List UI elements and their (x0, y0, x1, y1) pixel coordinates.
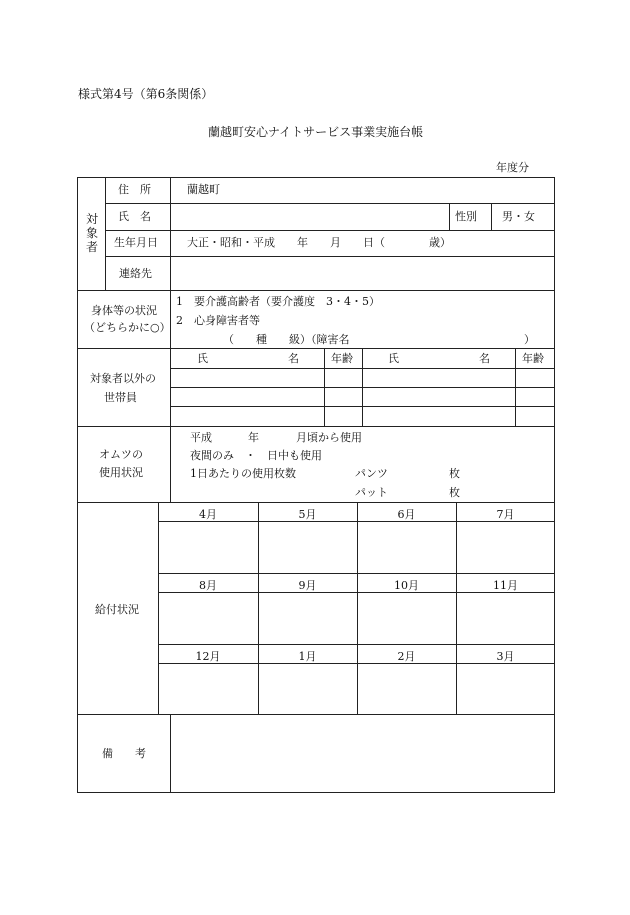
page-title: 蘭越町安心ナイトサービス事業実施台帳 (208, 125, 424, 139)
physical-option2-detail: （ 種 級）（障害名 (223, 333, 350, 346)
diaper-label-line1: オムツの (99, 448, 143, 461)
month-header: 11月 (493, 579, 518, 592)
household-col-age-2: 年齢 (522, 352, 544, 365)
household-label-line2: 世帯員 (104, 391, 137, 404)
month-header: 10月 (394, 579, 419, 592)
household-col-name-right-2: 名 (479, 352, 490, 365)
name-label: 氏 名 (118, 210, 151, 223)
household-col-name-right-1: 名 (288, 352, 299, 365)
form-number: 様式第4号（第6条関係） (78, 87, 214, 101)
diaper-daily-count-label: 1日あたりの使用枚数 (190, 467, 296, 480)
household-label-line1: 対象者以外の (90, 372, 156, 385)
diaper-month-start: 月頃から使用 (296, 431, 362, 444)
diaper-time-of-use: 夜間のみ ・ 日中も使用 (190, 449, 322, 462)
remarks-label: 備 考 (102, 747, 146, 760)
physical-option2-close: ） (524, 333, 535, 346)
diaper-pad-unit: 枚 (449, 486, 460, 499)
month-header: 2月 (397, 650, 416, 663)
diaper-year-unit: 年 (248, 431, 259, 444)
physical-label-line2: （どちらかに○） (84, 321, 171, 334)
fiscal-year-label: 年度分 (496, 161, 529, 174)
gender-label: 性別 (455, 210, 477, 223)
diaper-label-line2: 使用状況 (99, 466, 143, 479)
address-value: 蘭越町 (187, 183, 220, 196)
contact-label: 連絡先 (119, 267, 152, 280)
month-header: 9月 (298, 579, 317, 592)
month-header: 12月 (195, 650, 221, 663)
month-header: 8月 (199, 579, 217, 592)
diaper-era: 平成 (190, 431, 212, 444)
month-header: 5月 (298, 508, 317, 521)
physical-label-line1: 身体等の状況 (91, 304, 157, 317)
household-col-name-left-1: 氏 (197, 352, 208, 365)
diaper-pants-label: パンツ (355, 467, 388, 480)
diaper-pad-label: パット (355, 486, 388, 499)
subject-section-label: 対象者 (85, 212, 98, 254)
birthdate-label: 生年月日 (114, 236, 158, 249)
month-header: 6月 (397, 508, 416, 521)
month-header: 1月 (298, 650, 317, 663)
month-header: 7月 (496, 508, 515, 521)
physical-option1: 1 要介護高齢者（要介護度 3・4・5） (176, 295, 380, 308)
address-label: 住 所 (118, 183, 151, 196)
physical-option2: 2 心身障害者等 (176, 314, 260, 327)
diaper-pants-unit: 枚 (449, 467, 460, 480)
gender-value: 男・女 (502, 210, 535, 223)
household-col-name-left-2: 氏 (388, 352, 399, 365)
household-col-age-1: 年齢 (331, 352, 353, 365)
month-header: 3月 (496, 650, 515, 663)
benefits-label: 給付状況 (95, 603, 139, 616)
month-header: 4月 (199, 508, 217, 521)
birthdate-value: 大正・昭和・平成 年 月 日（ 歳） (187, 236, 451, 249)
